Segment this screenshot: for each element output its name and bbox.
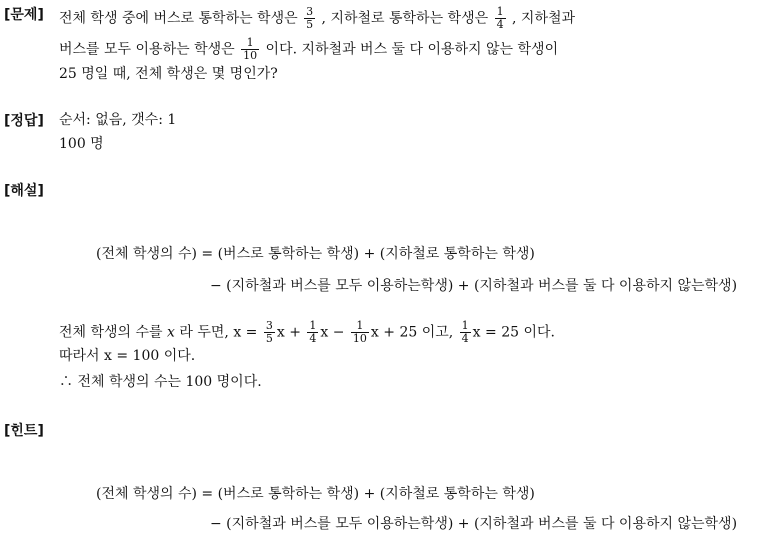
- problem-line-1: [59, 6, 575, 31]
- hint-equation-1: (전체 학생의 수) = (버스로 통학하는 학생) + (지하철로 통학하는 학생): [96, 486, 535, 502]
- answer-line-2: 100 명: [59, 136, 104, 152]
- problem-text: 전체 학생 중에 버스로 통학하는 학생은: [59, 10, 298, 27]
- hint-equation-2: − (지하철과 버스를 모두 이용하는학생) + (지하철과 버스를 둘 다 이용하지 않는학생): [210, 516, 738, 532]
- problem-text: 버스를 모두 이용하는 학생은: [59, 41, 235, 58]
- solution-equation-1: (전체 학생의 수) = (버스로 통학하는 학생) + (지하철로 통학하는 학생): [96, 246, 535, 262]
- solution-step-2: 따라서 x = 100 이다.: [59, 348, 196, 364]
- hint-label: [힌트]: [4, 423, 44, 439]
- answer-line-1: 순서: 없음, 갯수: 1: [59, 112, 177, 128]
- fraction: $\frac{1}{4}$: [496, 5, 504, 31]
- solution-step-1: 전체 학생의 수를 x 라 두면, x = $\frac{3}{5}$ x + $\frac{1}{4}$ x − $\frac{1}{10}$ x + 25 이고, $\frac{1}{4}$ x = 25 이다.: [59, 319, 555, 345]
- problem-line-3: 25 명일 때, 전체 학생은 몇 명인가?: [59, 66, 278, 82]
- fraction: $\frac{3}{5}$: [265, 319, 273, 345]
- solution-label: [해설]: [4, 183, 44, 199]
- solution-equation-2: − (지하철과 버스를 모두 이용하는학생) + (지하철과 버스를 둘 다 이용하지 않는학생): [210, 278, 738, 294]
- problem-text: , 지하철과: [512, 10, 576, 27]
- fraction: $\frac{1}{10}$: [352, 319, 367, 345]
- problem-text: , 지하철로 통학하는 학생은: [321, 10, 489, 27]
- fraction: $\frac{1}{4}$: [461, 319, 469, 345]
- fraction: $\frac{3}{5}$: [306, 5, 314, 31]
- solution-step-3: ∴ 전체 학생의 수는 100 명이다.: [59, 374, 262, 390]
- answer-label: [정답]: [4, 113, 44, 129]
- problem-text: 이다. 지하철과 버스 둘 다 이용하지 않는 학생이: [265, 41, 559, 58]
- problem-label: [문제]: [4, 7, 44, 23]
- fraction: $\frac{1}{10}$: [243, 36, 258, 62]
- fraction: $\frac{1}{4}$: [309, 319, 317, 345]
- problem-line-2: [59, 37, 558, 62]
